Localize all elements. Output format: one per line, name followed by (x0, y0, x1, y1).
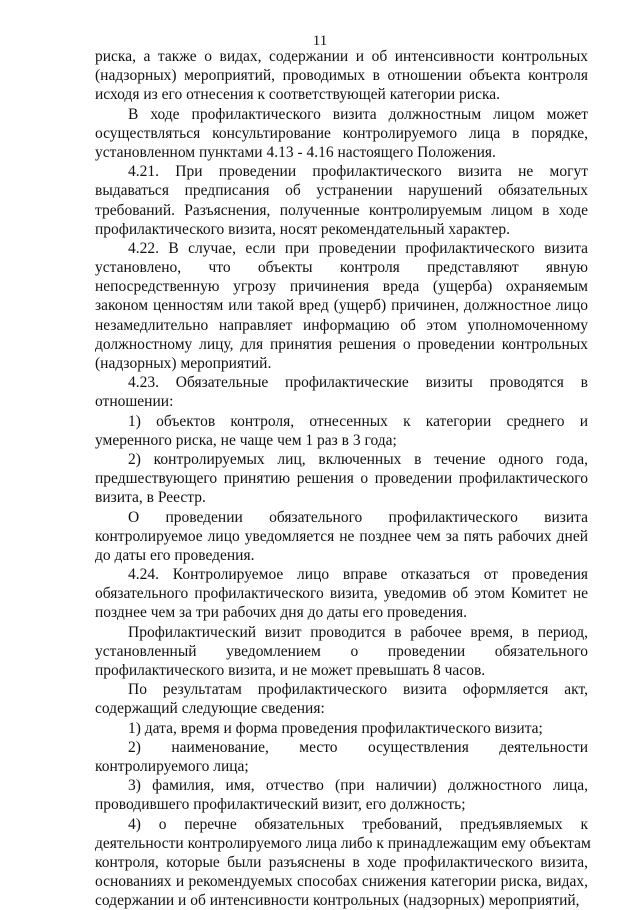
paragraph (95, 738, 588, 776)
text-line: риска, а также о видах, содержании и об интенсивности контрольных (95, 47, 588, 66)
paragraph (95, 565, 588, 623)
text-line: содержании и об интенсивности контрольных (надзорных) мероприятий, (95, 891, 588, 910)
text-line: установленном пунктами 4.13 - 4.16 настоящего Положения. (95, 143, 588, 162)
text-line: (надзорных) мероприятий, проводимых в отношении объекта контроля (95, 66, 588, 85)
text-line: Профилактический визит проводится в рабочее время, в период, (95, 623, 588, 642)
text-line: По результатам профилактического визита оформляется акт, (95, 680, 588, 699)
text-line: визита, в Реестр. (95, 488, 588, 507)
document-body (95, 47, 588, 910)
text-line: 1) дата, время и форма проведения профилактического визита; (95, 719, 588, 738)
text-line: контролируемого лица; (95, 757, 588, 776)
paragraph (95, 373, 588, 411)
text-line: непосредственную угрозу причинения вреда (ущерба) охраняемым (95, 277, 588, 296)
text-line: 4) о перечне обязательных требований, предъявляемых к (95, 815, 588, 834)
page-number: 11 (0, 32, 640, 50)
text-line: обязательного профилактического визита, уведомив об этом Комитет не (95, 584, 588, 603)
paragraph (95, 162, 588, 239)
paragraph (95, 719, 588, 738)
text-line: 4.21. При проведении профилактического визита не могут (95, 162, 588, 181)
text-line: 4.24. Контролируемое лицо вправе отказаться от проведения (95, 565, 588, 584)
text-line: 2) контролируемых лиц, включенных в течение одного года, (95, 450, 588, 469)
text-line: установленный уведомлением о проведении обязательного (95, 642, 588, 661)
text-line: 3) фамилия, имя, отчество (при наличии) должностного лица, (95, 776, 588, 795)
text-line: проводившего профилактический визит, его должность; (95, 795, 588, 814)
paragraph (95, 450, 588, 508)
paragraph (95, 239, 588, 373)
paragraph (95, 776, 588, 814)
text-line: О проведении обязательного профилактического визита (95, 508, 588, 527)
text-line: 4.22. В случае, если при проведении профилактического визита (95, 239, 588, 258)
text-line: требований. Разъяснения, полученные контролируемым лицом в ходе (95, 201, 588, 220)
text-line: умеренного риска, не чаще чем 1 раз в 3 года; (95, 431, 588, 450)
paragraph (95, 623, 588, 681)
text-line: контроля, которые были разъяснены в ходе профилактического визита, (95, 853, 588, 872)
text-line: незамедлительно направляет информацию об этом уполномоченному (95, 316, 588, 335)
text-line: предшествующего принятию решения о проведении профилактического (95, 469, 588, 488)
text-line: исходя из его отнесения к соответствующей категории риска. (95, 85, 588, 104)
paragraph (95, 105, 588, 163)
text-line: должностному лицу, для принятия решения о проведении контрольных (95, 335, 588, 354)
text-line: позднее чем за три рабочих дня до даты его проведения. (95, 603, 588, 622)
text-line: профилактического визита, носят рекомендательный характер. (95, 220, 588, 239)
paragraph (95, 508, 588, 566)
text-line: основаниях и рекомендуемых способах снижения категории риска, видах, (95, 872, 588, 891)
text-line: профилактического визита, и не может превышать 8 часов. (95, 661, 588, 680)
text-line: контролируемое лицо уведомляется не позднее чем за пять рабочих дней (95, 527, 588, 546)
text-line: осуществляться консультирование контролируемого лица в порядке, (95, 124, 588, 143)
paragraph (95, 47, 588, 105)
text-line: выдаваться предписания об устранении нарушений обязательных (95, 181, 588, 200)
text-line: 2) наименование, место осуществления деятельности (95, 738, 588, 757)
text-line: 4.23. Обязательные профилактические визиты проводятся в (95, 373, 588, 392)
text-line: В ходе профилактического визита должностным лицом может (95, 105, 588, 124)
text-line: 1) объектов контроля, отнесенных к категории среднего и (95, 412, 588, 431)
text-line: до даты его проведения. (95, 546, 588, 565)
text-line: отношении: (95, 392, 588, 411)
paragraph (95, 680, 588, 718)
text-line: (надзорных) мероприятий. (95, 354, 588, 373)
text-line: установлено, что объекты контроля представляют явную (95, 258, 588, 277)
text-line: законом ценностям или такой вред (ущерб) причинен, должностное лицо (95, 296, 588, 315)
text-line: содержащий следующие сведения: (95, 699, 588, 718)
text-line: деятельности контролируемого лица либо к принадлежащим ему объектам (95, 834, 588, 853)
paragraph (95, 815, 588, 910)
paragraph (95, 412, 588, 450)
